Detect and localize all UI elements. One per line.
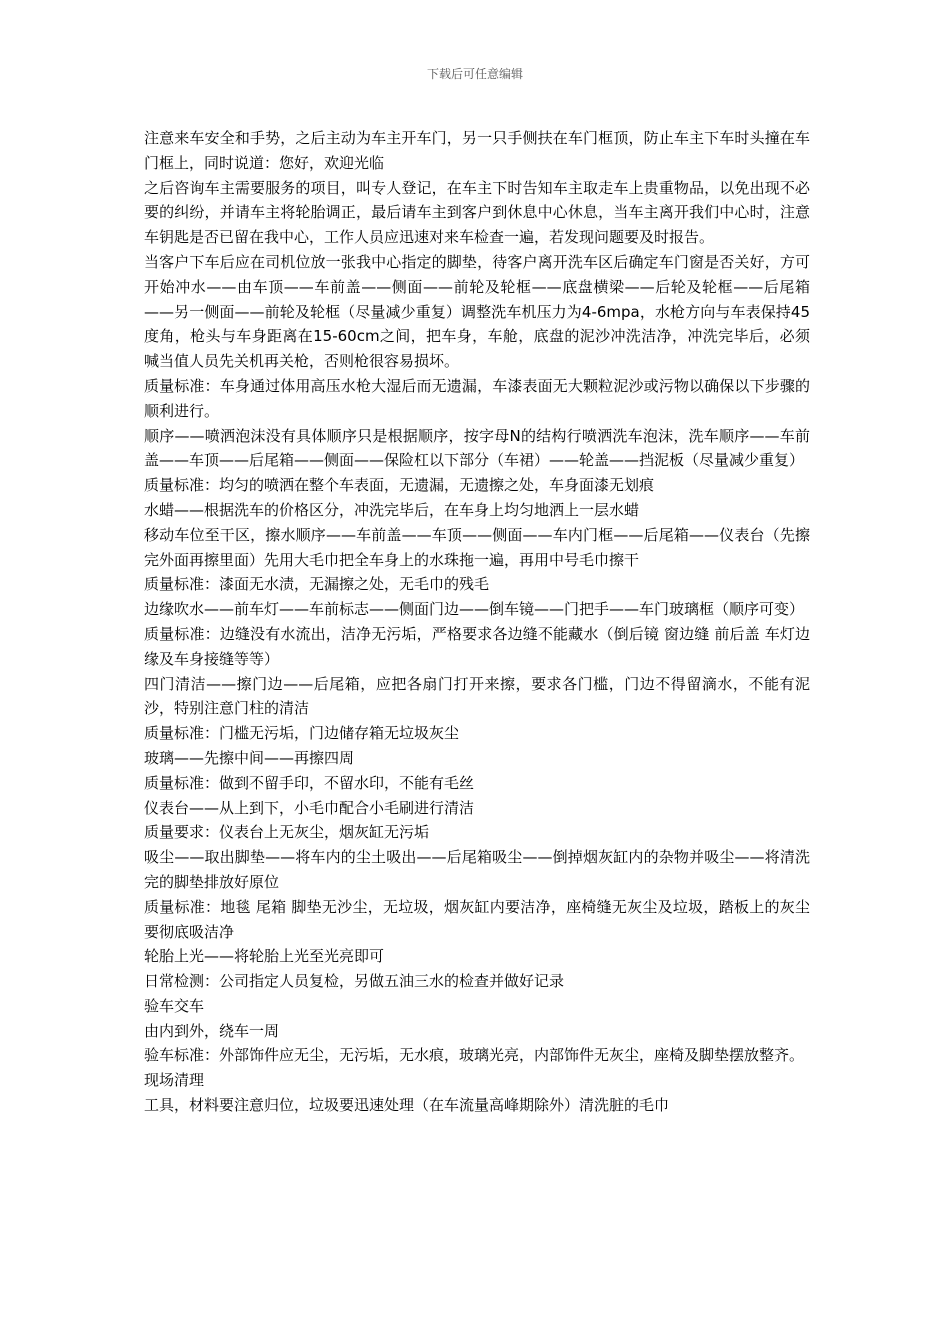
- paragraph: 玻璃——先擦中间——再擦四周: [144, 748, 355, 767]
- document-body: [144, 126, 810, 1118]
- paragraph: 之后咨询车主需要服务的项目，叫专人登记，在车主下时告知车主取走车上贵重物品，以免出现不必要的纠纷，并请车主将轮胎调正，最后请车主到客户到休息中心休息，当车主离开我们中心时，注意车钥匙是否已留在我中心，工作人员应迅速对来车检查一遍，若发现问题要及时报告。: [144, 178, 810, 247]
- paragraph: 仪表台——从上到下，小毛巾配合小毛刷进行清洁: [144, 798, 475, 817]
- paragraph: 验车标准：外部饰件应无尘，无污垢，无水痕，玻璃光亮，内部饰件无灰尘，座椅及脚垫摆放整齐。: [144, 1046, 805, 1065]
- paragraph: 当客户下车后应在司机位放一张我中心指定的脚垫，待客户离开洗车区后确定车门窗是否关好，方可开始冲水——由车顶——车前盖——侧面——前轮及轮框——底盘横梁——后轮及轮框——后尾箱——另一侧面——前轮及轮框（尽量减少重复）调整洗车机压力为4-6mpa，水枪方向与车表保持45度角，枪头与车身距离在15-60cm之间，把车身，车舱，底盘的泥沙冲洗洁净，冲洗完毕后，必须喊当值人员先关机再关枪，否则枪很容易损坏。: [144, 252, 810, 371]
- paragraph: 质量标准：边缝没有水流出，洁净无污垢，严格要求各边缝不能藏水（倒后镜 窗边缝 前后盖 车灯边缘及车身接缝等等）: [144, 624, 810, 668]
- paragraph: 移动车位至干区，擦水顺序——车前盖——车顶——侧面——车内门框——后尾箱——仪表台（先擦完外面再擦里面）先用大毛巾把全车身上的水珠拖一遍，再用中号毛巾擦干: [144, 525, 810, 569]
- paragraph: 验车交车: [144, 996, 205, 1015]
- paragraph: 边缘吹水——前车灯——车前标志——侧面门边——倒车镜——门把手——车门玻璃框（顺序可变）: [144, 600, 805, 619]
- paragraph: 轮胎上光——将轮胎上光至光亮即可: [144, 947, 385, 966]
- paragraph: 质量标准：做到不留手印，不留水印，不能有毛丝: [144, 773, 475, 792]
- paragraph: 质量标准：漆面无水渍，无漏擦之处，无毛巾的残毛: [144, 575, 490, 594]
- paragraph: 吸尘——取出脚垫——将车内的尘土吸出——后尾箱吸尘——倒掉烟灰缸内的杂物并吸尘——将清洗完的脚垫排放好原位: [144, 848, 810, 891]
- paragraph: 日常检测：公司指定人员复检，另做五油三水的检查并做好记录: [144, 972, 565, 991]
- paragraph: 质量标准：车身通过体用高压水枪大湿后而无遗漏，车漆表面无大颗粒泥沙或污物以确保以下步骤的顺利进行。: [144, 376, 810, 420]
- paragraph: 水蜡——根据洗车的价格区分，冲洗完毕后，在车身上均匀地洒上一层水蜡: [144, 500, 640, 519]
- page-header: 下载后可任意编辑: [426, 67, 523, 81]
- paragraph: 质量标准：门槛无污垢，门边储存箱无垃圾灰尘: [144, 724, 460, 743]
- paragraph: 注意来车安全和手势，之后主动为车主开车门，另一只手侧扶在车门框顶，防止车主下车时头撞在车门框上，同时说道：您好，欢迎光临: [144, 129, 810, 172]
- paragraph: 由内到外，绕车一周: [144, 1021, 280, 1040]
- paragraph: 质量标准：均匀的喷洒在整个车表面，无遗漏，无遗擦之处，车身面漆无划痕: [144, 476, 655, 495]
- paragraph: 工具，材料要注意归位，垃圾要迅速处理（在车流量高峰期除外）清洗脏的毛巾: [144, 1096, 670, 1115]
- paragraph: 质量标准：地毯 尾箱 脚垫无沙尘，无垃圾，烟灰缸内要洁净，座椅缝无灰尘及垃圾，踏板上的灰尘要彻底吸洁净: [144, 897, 810, 941]
- paragraph: 现场清理: [144, 1071, 205, 1090]
- paragraph: 四门清洁——擦门边——后尾箱，应把各扇门打开来擦，要求各门槛，门边不得留滴水，不能有泥沙，特别注意门柱的清洁: [144, 674, 810, 718]
- paragraph: 质量要求：仪表台上无灰尘，烟灰缸无污垢: [144, 823, 430, 842]
- paragraph: 顺序——喷洒泡沫没有具体顺序只是根据顺序，按字母N的结构行喷洒洗车泡沫，洗车顺序——车前盖——车顶——后尾箱——侧面——保险杠以下部分（车裙）——轮盖——挡泥板（尽量减少重复）: [144, 426, 810, 470]
